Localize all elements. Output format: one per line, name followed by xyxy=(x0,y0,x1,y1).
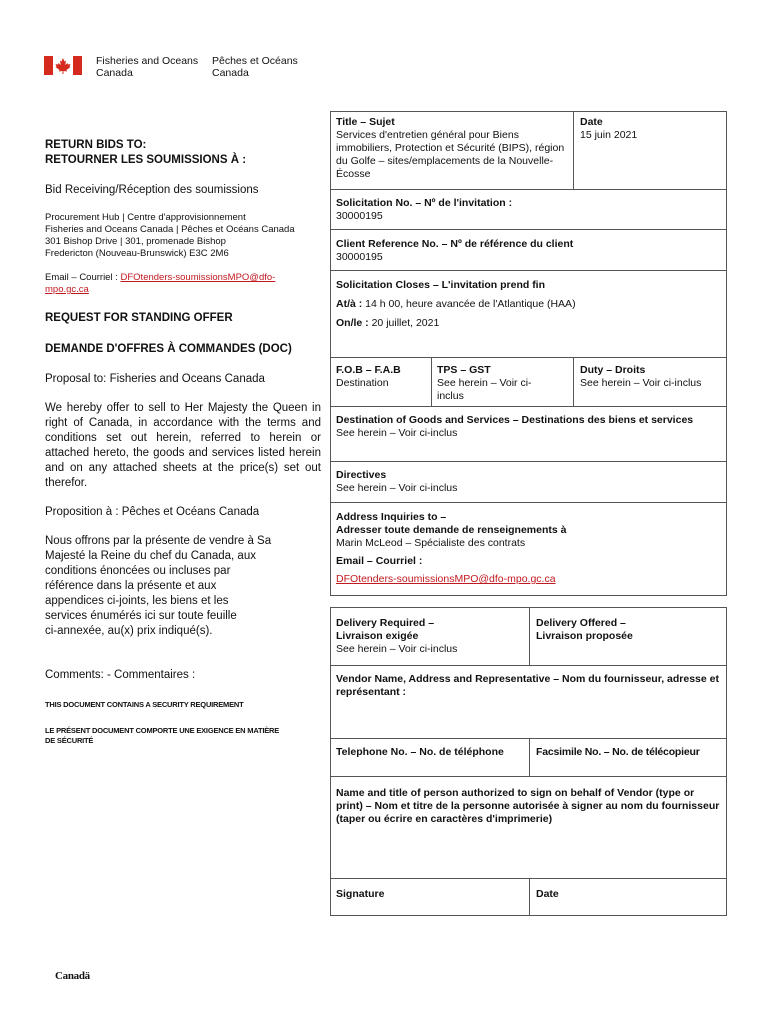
client-reference-cell xyxy=(330,233,727,269)
return-bids-heading-fr: RETOURNER LES SOUMISSIONS À : xyxy=(45,154,247,166)
signature-date-field[interactable] xyxy=(530,883,727,916)
on-label: On/le : xyxy=(336,317,372,329)
offer-text-en: We hereby offer to sell to Her Majesty the Queen in right of Canada, in accordance with the terms and conditions set out herein, referred to herein or attached hereto, the goods and services listed herein and on any attached sheets at the price(s) set out therefor. xyxy=(45,402,321,489)
fob-cell xyxy=(330,359,431,395)
canada-wordmark: Canadä xyxy=(55,970,90,982)
fob-label: F.O.B – F.A.B xyxy=(336,364,401,376)
solicitation-number-label: Solicitation No. – Nº de l'invitation : xyxy=(336,197,513,209)
department-name-fr: Pêches et Océans Canada xyxy=(212,55,298,79)
proposal-to-line: Proposal to: Fisheries and Oceans Canada xyxy=(45,373,265,385)
return-bids-heading-en: RETURN BIDS TO: xyxy=(45,139,147,151)
duty-cell xyxy=(574,359,727,395)
duty-value: See herein – Voir ci-inclus xyxy=(580,377,702,389)
date-value: 15 juin 2021 xyxy=(580,129,638,141)
tps-value: See herein – Voir ci-inclus xyxy=(437,377,532,402)
authorized-person-label: Name and title of person authorized to sign on behalf of Vendor (type or print) – Nom et titre de la personne autorisée à signer au nom du fournisseur (taper ou écrire en caractères d'imprimerie) xyxy=(336,787,720,825)
demande-title: DEMANDE D'OFFRES À COMMANDES (DOC) xyxy=(45,343,292,355)
closing-date-value: 20 juillet, 2021 xyxy=(371,317,440,329)
return-email-line xyxy=(45,272,295,296)
tps-cell xyxy=(431,359,573,408)
delivery-offered-cell[interactable] xyxy=(530,612,727,648)
inquiries-email-link[interactable]: DFOtenders-soumissionsMPO@dfo-mpo.gc.ca xyxy=(336,573,556,585)
telephone-field[interactable] xyxy=(330,741,529,776)
signature-label: Signature xyxy=(336,888,385,900)
fob-value: Destination xyxy=(336,377,389,389)
email-label: Email – Courriel : xyxy=(45,272,121,283)
return-email-link[interactable]: DFOtenders-soumissionsMPO@dfo-mpo.gc.ca xyxy=(45,272,276,295)
at-label: At/à : xyxy=(336,298,366,310)
signature-date-label: Date xyxy=(536,888,559,900)
security-requirement-fr: LE PRÉSENT DOCUMENT COMPORTE UNE EXIGENCE EN MATIÈRE DE SÉCURITÉ xyxy=(45,726,280,745)
closing-time-line xyxy=(336,298,721,311)
inquiries-label-en: Address Inquiries to – xyxy=(336,511,447,523)
directives-value: See herein – Voir ci-inclus xyxy=(336,482,458,494)
destination-label: Destination of Goods and Services – Destinations des biens et services xyxy=(336,414,694,426)
client-reference-value: 30000195 xyxy=(336,251,383,263)
inquiries-cell xyxy=(330,506,727,591)
inquiries-email-label: Email – Courriel : xyxy=(336,555,423,567)
inquiries-contact: Marin McLeod – Spécialiste des contrats xyxy=(336,537,526,549)
duty-label: Duty – Droits xyxy=(580,364,646,376)
facsimile-field[interactable] xyxy=(530,741,727,776)
canada-flag-icon xyxy=(44,56,82,75)
inquiries-label-fr: Adresser toute demande de renseignements à xyxy=(336,524,567,536)
procurement-address: Procurement Hub | Centre d'approvisionnement Fisheries and Oceans Canada | Pêches et Océans Canada 301 Bishop Drive | 301, promenade Bishop Fredericton (Nouveau-Brunswick) E3C 2M6 xyxy=(45,212,295,259)
title-value: Services d'entretien général pour Biens immobiliers, Protection et Sécurité (BIPS), région du Golfe – sites/emplacements de la Nouvelle-Écosse xyxy=(336,129,565,180)
directives-label: Directives xyxy=(336,469,387,481)
title-cell xyxy=(330,111,573,186)
solicitation-number-cell xyxy=(330,192,727,228)
solicitation-closes-label: Solicitation Closes – L'invitation prend fin xyxy=(336,279,546,291)
date-cell xyxy=(574,111,727,147)
destination-cell xyxy=(330,409,700,445)
closing-time-value: 14 h 00, heure avancée de l'Atlantique (HAA) xyxy=(365,298,576,310)
delivery-required-cell xyxy=(330,612,529,661)
vendor-name-label: Vendor Name, Address and Representative – Nom du fournisseur, adresse et représentant : xyxy=(336,673,719,698)
offer-text-fr: Nous offrons par la présente de vendre à Sa Majesté la Reine du chef du Canada, aux conditions énoncées ou incluses par référence dans la présente et aux appendices ci-joints, les biens et les services énumérés ici sur toute feuille ci-annexée, au(x) prix indiqué(s). xyxy=(45,535,272,637)
signature-field[interactable] xyxy=(330,883,529,916)
solicitation-closes-cell xyxy=(330,274,727,335)
delivery-offered-label: Delivery Offered – Livraison proposée xyxy=(536,617,633,642)
delivery-required-value: See herein – Voir ci-inclus xyxy=(336,643,458,655)
telephone-label: Telephone No. – No. de téléphone xyxy=(336,746,504,758)
authorized-person-field[interactable] xyxy=(330,782,727,878)
delivery-required-label: Delivery Required – Livraison exigée xyxy=(336,617,435,642)
comments-label: Comments: - Commentaires : xyxy=(45,669,196,681)
tps-label: TPS – GST xyxy=(437,364,491,376)
security-requirement-en: THIS DOCUMENT CONTAINS A SECURITY REQUIREMENT xyxy=(45,700,244,709)
department-name-en: Fisheries and Oceans Canada xyxy=(96,55,199,79)
proposition-line-fr: Proposition à : Pêches et Océans Canada xyxy=(45,506,260,518)
bid-receiving-label: Bid Receiving/Réception des soumissions xyxy=(45,184,259,196)
closing-date-line xyxy=(336,317,721,330)
vendor-name-field[interactable] xyxy=(330,668,727,738)
client-reference-label: Client Reference No. – Nº de référence du client xyxy=(336,238,574,250)
solicitation-number-value: 30000195 xyxy=(336,210,383,222)
directives-cell xyxy=(330,464,727,500)
date-label: Date xyxy=(580,116,603,128)
request-title: REQUEST FOR STANDING OFFER xyxy=(45,312,233,324)
title-label: Title – Sujet xyxy=(336,116,395,128)
facsimile-label: Facsimile No. – No. de télécopieur xyxy=(536,746,700,758)
destination-value: See herein – Voir ci-inclus xyxy=(336,427,458,439)
